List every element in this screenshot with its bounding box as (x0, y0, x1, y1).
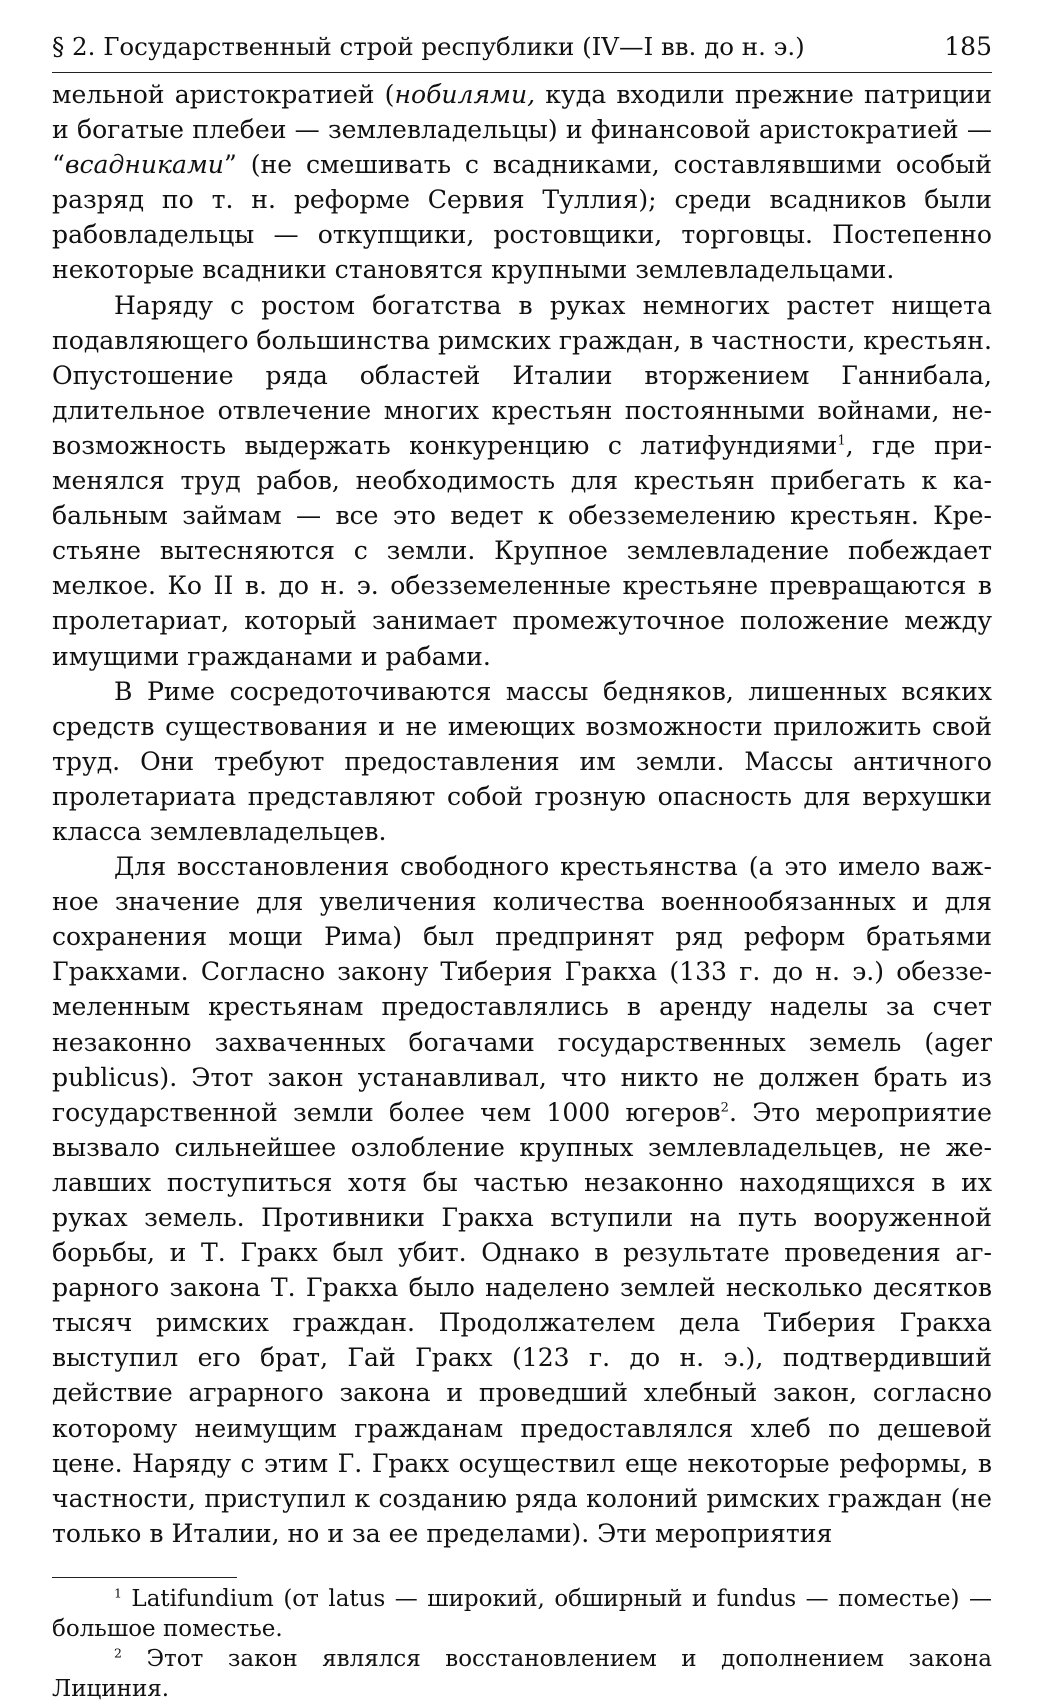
running-header (52, 30, 992, 73)
running-title: § 2. Государственный строй республики (IV—I вв. до н. э.) (52, 32, 805, 61)
footnote-mark: 2 (114, 1645, 122, 1661)
text-run: мельной аристократией ( (52, 80, 395, 109)
footnote-text: Latifundium (от latus — широкий, обширный и fundus — поместье) — большое поместье. (52, 1585, 992, 1642)
text-run: . Это мероприятие вызвало сильнейшее озлобление крупных землевладельцев, не желавших поступиться хотя бы частью незаконно находящихся в их руках земель. Противники Гракха вступили на путь вооруженной борьбы, и Т. Гракх был убит. Однако в результате проведения аграрного закона Т. Гракха было наделено землей несколько десятков тысяч римских граждан. Продолжателем дела Тиберия Гракха выступил его брат, Гай Гракх (123 г. до н. э.), подтвердивший действие аграрного закона и проведший хлебный закон, согласно которому неимущим гражданам предоставлялся хлеб по дешевой цене. Наряду с этим Г. Гракх осуществил еще некоторые реформы, в частности, приступил к созданию ряда колоний римских граждан (не только в Италии, но и за ее пределами). Эти мероприятия (52, 1097, 992, 1548)
text-run: куда входили прежние патриции и богатые плебеи — землевладельцы) и финансовой аристократией — “ (52, 80, 992, 180)
text-run: ” (не смешивать с всадниками, составлявшими особый разряд по т. н. реформе Сервия Туллия); среди всадников были рабовладельцы — откупщики, ростовщики, торговцы. Постепенно некоторые всадники становятся крупными землевладельцами. (52, 150, 992, 285)
book-page (52, 30, 992, 1704)
text-run: Для восстановления свободного крестьянства (а это имело важное значение для увеличения количества военнообязанных и для сохранения мощи Рима) был предпринят ряд реформ братьями Гракхами. Согласно закону Тиберия Гракха (133 г. до н. э.) обезземеленным крестьянам предоставлялись в аренду наделы за счет незаконно захваченных богачами государственных земель (ager publicus). Этот закон устанавливал, что никто не должен брать из государственной земли более чем 1000 югеров (52, 852, 992, 1127)
paragraph-2 (52, 288, 992, 674)
footnote-divider (52, 1577, 237, 1578)
text-run: Наряду с ростом богатства в руках немногих растет нищета подавляющего большинства римских граждан, в частности, крестьян. Опустошение ряда областей Италии вторжением Ганнибала, длительное отвлечение многих крестьян постоянными войнами, невозможность выдержать конкуренцию с латифундиями (52, 290, 993, 460)
footnote-text: Этот закон являлся восстановлением и дополнением закона Лициния. (52, 1645, 992, 1702)
main-text (52, 77, 992, 1551)
footnote-ref-1[interactable]: 1 (837, 433, 846, 449)
footnote-mark: 1 (114, 1585, 122, 1601)
paragraph-3: В Риме сосредоточиваются массы бедняков, лишенных всяких средств существования и не имеющих возможности приложить свой труд. Они требуют предоставления им земли. Массы античного пролетариата представляют собой грозную опасность для верхушки класса землевладельцев. (52, 676, 992, 846)
page-number: 185 (944, 32, 992, 61)
emphasis-equites: всадниками (64, 150, 224, 180)
footnote-2 (52, 1644, 992, 1704)
footnotes (52, 1584, 992, 1704)
footnote-ref-2[interactable]: 2 (720, 1100, 729, 1116)
paragraph-4 (52, 849, 992, 1551)
footnote-1 (52, 1584, 992, 1644)
text-run: , где применялся труд рабов, необходимость для крестьян прибегать к кабальным займам — все это ведет к обезземелению крестьян. Крестьяне вытесняются с земли. Крупное землевладение побеждает мелкое. Ко II в. до н. э. обезземеленные крестьяне превращаются в пролетариат, который занимает промежуточное положение между имущими гражданами и рабами. (52, 430, 992, 671)
paragraph-1 (52, 77, 992, 288)
emphasis-nobiles: нобилями, (394, 80, 536, 109)
